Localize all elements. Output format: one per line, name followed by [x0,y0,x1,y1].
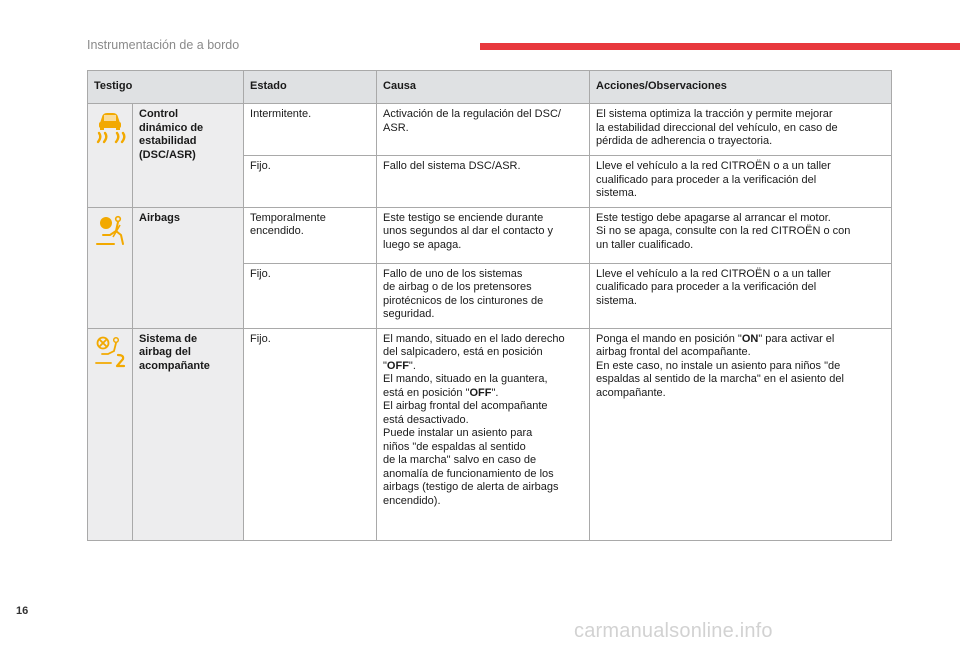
page-number: 16 [16,605,29,617]
column-header-causa: Causa [377,71,590,104]
watermark: carmanualsonline.info [574,620,773,642]
estado-cell: Fijo. [244,328,377,540]
column-header-testigo: Testigo [88,71,244,104]
acciones-cell: Lleve el vehículo a la red CITROËN o a un taller cualificado para proceder a la verificación del sistema. [590,156,892,208]
acciones-cell: El sistema optimiza la tracción y permite mejorar la estabilidad direccional del vehículo, en caso de pérdida de adherencia o trayectoria. [590,104,892,156]
dsc-asr-icon-cell [88,104,133,208]
on-label: ON [741,332,759,345]
warning-name-dsc: Control dinámico de estabilidad (DSC/ASR) [133,104,244,208]
column-header-acciones: Acciones/Observaciones [590,71,892,104]
section-title: Instrumentación de a bordo [87,38,240,52]
warning-name-passenger-airbag: Sistema de airbag del acompañante [133,328,244,540]
causa-cell: Activación de la regulación del DSC/ ASR. [377,104,590,156]
dsc-asr-skid-icon [94,110,126,144]
passenger-airbag-off-icon [94,335,126,369]
table-row [88,207,892,263]
acciones-cell: Este testigo debe apagarse al arrancar el motor. Si no se apaga, consulte con la red CITROËN o con un taller cualificado. [590,207,892,263]
causa-cell: El mando, situado en el lado derecho del salpicadero, está en posición "OFF". El mando, situado en la guantera, está en posición "OFF". El airbag frontal del acompañante está desactivado. Puede instalar un asiento para niños "de espaldas al sentido de la marcha" salvo en caso de anomalía de funcionamiento de los airbags (testigo de alerta de airbags encendido). [377,328,590,540]
warning-name-airbags: Airbags [133,207,244,328]
table-row [88,328,892,540]
causa-cell: Fallo del sistema DSC/ASR. [377,156,590,208]
acciones-cell: Ponga el mando en posición "ON" para activar el airbag frontal del acompañante. En este caso, no instale un asiento para niños "de espaldas al sentido de la marcha" en el asiento del acompañante. [590,328,892,540]
airbag-icon-cell [88,207,133,328]
causa-cell: Este testigo se enciende durante unos segundos al dar el contacto y luego se apaga. [377,207,590,263]
warning-lights-table [87,70,892,541]
estado-cell: Intermitente. [244,104,377,156]
table-header-row [88,71,892,104]
estado-cell: Temporalmente encendido. [244,207,377,263]
estado-cell: Fijo. [244,263,377,328]
causa-cell: Fallo de uno de los sistemas de airbag o de los pretensores pirotécnicos de los cinturones de seguridad. [377,263,590,328]
passenger-airbag-icon-cell [88,328,133,540]
table-row [88,104,892,156]
estado-cell: Fijo. [244,156,377,208]
off-label: OFF [386,359,409,372]
off-label: OFF [469,386,492,399]
acciones-cell: Lleve el vehículo a la red CITROËN o a un taller cualificado para proceder a la verificación del sistema. [590,263,892,328]
column-header-estado: Estado [244,71,377,104]
header-accent-bar [480,43,960,50]
airbag-icon [94,214,126,248]
